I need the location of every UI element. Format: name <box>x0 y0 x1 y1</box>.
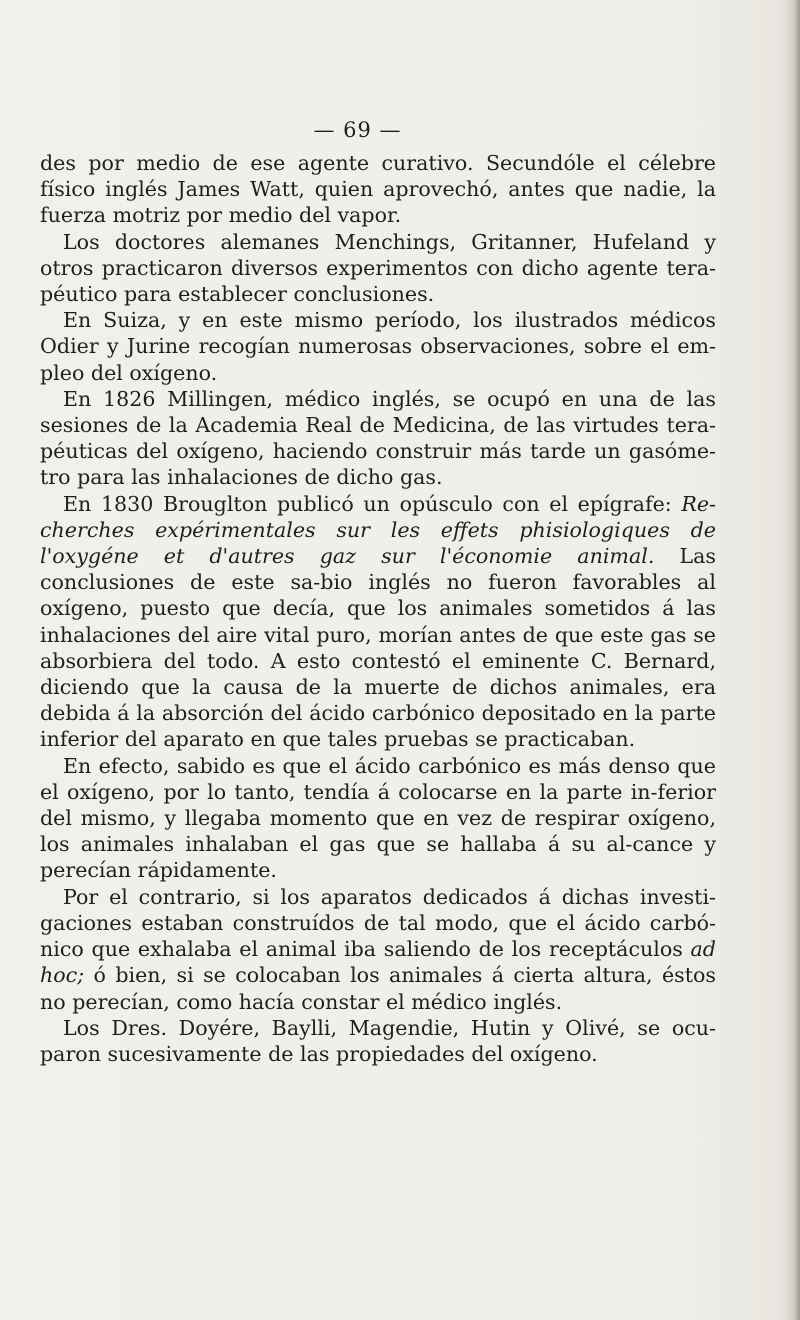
paragraph-p3 <box>40 307 716 386</box>
text-segment: Las conclusiones de este sa-bio inglés no fueron favorables al oxígeno, puesto que decía, que los animales sometidos á las inhalaciones del aire vital puro, morían antes de que este gas se absorbiera del todo. A esto contestó el eminente C. Bernard, diciendo que la causa de la muerte de dichos animales, era debida á la absorción del ácido carbónico depositado en la parte inferior del aparato en que tales pruebas se practicaban. <box>40 544 716 752</box>
paragraph-p6 <box>40 753 716 884</box>
text-segment: En 1830 Brouglton publicó un opúsculo con el epígrafe: <box>63 491 682 516</box>
text-segment: Por el contrario, si los aparatos dedicados á dichas investi-gaciones estaban construídos de tal modo, que el ácido carbó-nico que exhalaba el animal iba saliendo de los receptáculos <box>40 884 716 962</box>
text-segment: En efecto, sabido es que el ácido carbónico es más denso que el oxígeno, por lo tanto, tendía á colocarse en la parte in-ferior del mismo, y llegaba momento que en vez de respirar oxígeno, los animales inhalaban el gas que se hallaba á su al-cance y perecían rápidamente. <box>40 753 716 883</box>
paragraph-p5 <box>40 491 716 753</box>
paragraph-p2 <box>40 229 716 308</box>
italic-text-segment: ad hoc; <box>40 937 716 988</box>
text-segment: Los Dres. Doyére, Baylli, Magendie, Hutin y Olivé, se ocu-paron sucesivamente de las propiedades del oxígeno. <box>40 1015 716 1066</box>
body-text <box>40 150 716 1067</box>
text-segment: des por medio de ese agente curativo. Secundóle el célebre físico inglés James Watt, quien aprovechó, antes que nadie, la fuerza motriz por medio del vapor. <box>40 151 716 228</box>
paragraph-p4 <box>40 386 716 491</box>
paragraph-p8 <box>40 1015 716 1067</box>
paragraph-p1 <box>40 150 716 229</box>
page-number: — 69 — <box>313 118 402 142</box>
paragraph-p7 <box>40 884 716 1015</box>
page-edge-shadow <box>786 0 800 1320</box>
italic-text-segment: Re-cherches expérimentales sur les effets phisiologiques de l'oxygéne et d'autres gaz sur l'économie animal. <box>40 491 716 569</box>
text-segment: En Suiza, y en este mismo período, los ilustrados médicos Odier y Jurine recogían numerosas observaciones, sobre el em-pleo del oxígeno. <box>40 308 716 385</box>
text-segment: En 1826 Millingen, médico inglés, se ocupó en una de las sesiones de la Academia Real de Medicina, de las virtudes tera-péuticas del oxígeno, haciendo construir más tarde un gasóme-tro para las inhalaciones de dicho gas. <box>40 386 716 490</box>
text-segment: ó bien, si se colocaban los animales á cierta altura, éstos no perecían, como hacía constar el médico inglés. <box>40 963 716 1014</box>
text-segment: Los doctores alemanes Menchings, Gritanner, Hufeland y otros practicaron diversos experimentos con dicho agente tera-péutico para establecer conclusiones. <box>40 229 716 307</box>
